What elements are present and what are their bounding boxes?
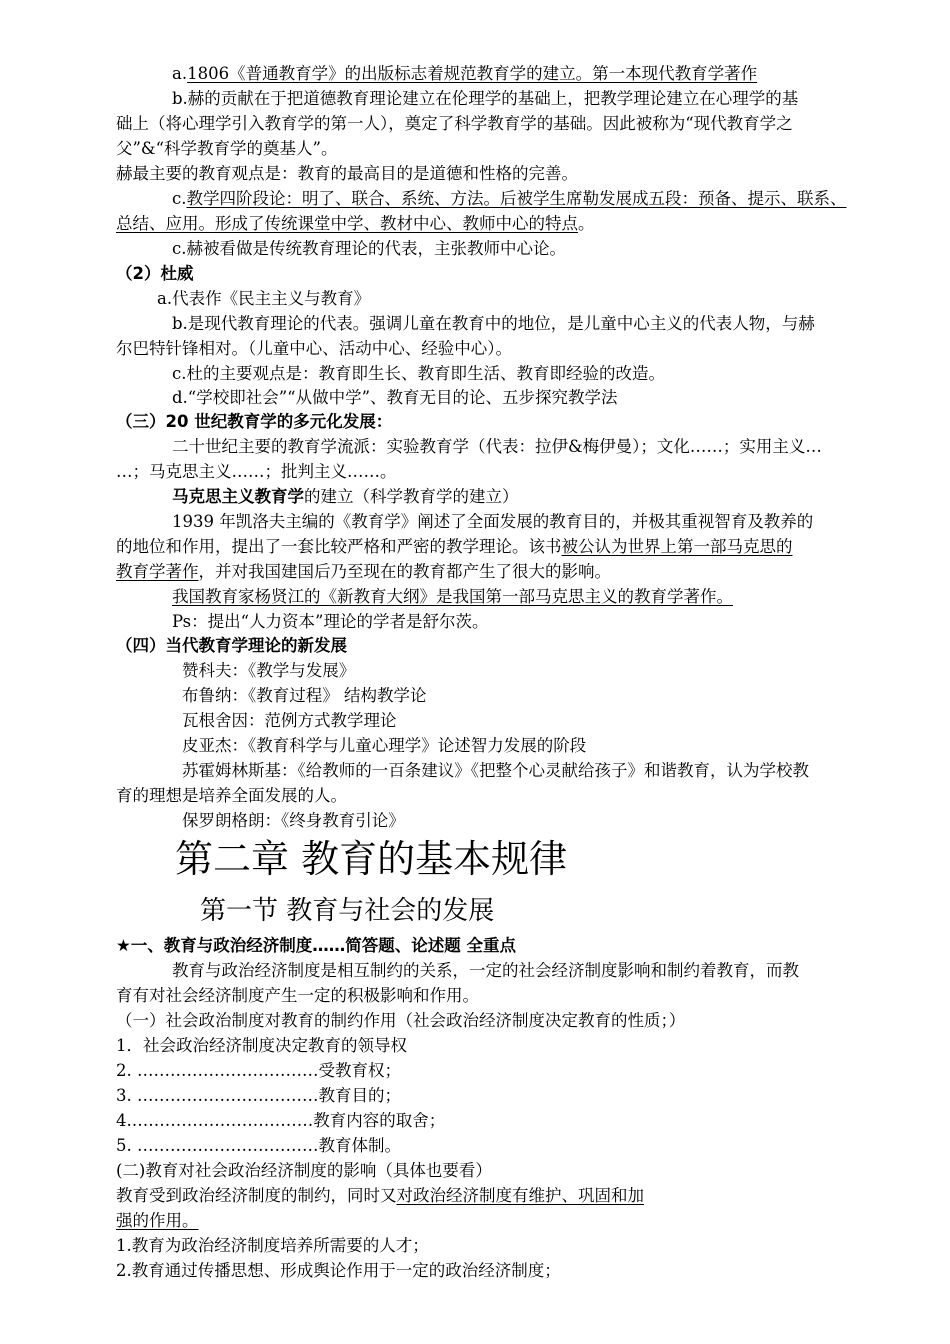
text-line [172,187,847,211]
subsection-heading: （四）当代教育学理论的新发展 [116,636,347,655]
text-line: 1．社会政治经济制度决定教育的领导权 [116,1036,407,1055]
underlined-text: 教学四阶段论：明了、联合、系统、方法。后被学生席勒发展成五段：预备、提示、联系、 [186,189,847,208]
text-span: 的地位和作用，提出了一套比较严格和严密的教学理论。该书 [116,537,562,556]
text-span: c. [172,189,187,208]
text-line: 皮亚杰：《教育科学与儿童心理学》论述智力发展的阶段 [182,736,587,755]
text-line: 父”&“科学教育学的奠基人”。 [116,139,338,158]
text-line [116,560,611,584]
text-line: 育的理想是培养全面发展的人。 [116,786,347,805]
text-line: 瓦根舍因：范例方式教学理论 [182,711,397,730]
text-line [172,585,733,609]
text-line: 4.……………………………教育内容的取舍； [116,1111,446,1130]
text-line: 育有对社会经济制度产生一定的积极影响和作用。 [116,986,479,1005]
text-line: 二十世纪主要的教育学流派：实验教育学（代表：拉伊&梅伊曼）；文化……；实用主义… [172,437,822,456]
heading-line: ★一、教育与政治经济制度……简答题、论述题 全重点 [116,936,517,955]
text-span: 的建立（科学教育学的建立） [304,487,519,506]
text-line: （一）社会政治制度对教育的制约作用（社会政治经济制度决定教育的性质；） [116,1011,686,1030]
text-line: 3. ……………………………教育目的； [116,1086,401,1105]
text-line: c.赫被看做是传统教育理论的代表，主张教师中心论。 [172,239,566,258]
underlined-text: 对政治经济制度有维护、巩固和加 [396,1186,644,1205]
subsection-heading: （三）20 世纪教育学的多元化发展： [116,412,393,431]
text-line: 布鲁纳：《教育过程》 结构教学论 [182,686,427,705]
underlined-text: 强的作用。 [116,1211,199,1230]
bold-text: 马克思主义教育学 [172,487,304,506]
text-line: 赫最主要的教育观点是：教育的最高目的是道德和性格的完善。 [116,164,578,183]
text-span: 教育受到政治经济制度的制约，同时又 [116,1186,397,1205]
text-line: 苏霍姆林斯基：《给教师的一百条建议》《把整个心灵献给孩子》和谐教育，认为学校教 [182,761,809,780]
underlined-text: 教育学著作 [116,562,199,581]
text-line: (二)教育对社会政治经济制度的影响（具体也要看） [116,1161,492,1180]
underlined-text: 1806《普通教育学》的出版标志着规范教育学的建立。第一本现代教育学著作 [187,64,758,83]
text-line: …；马克思主义……；批判主义……。 [116,462,397,481]
text-line [116,1209,199,1233]
text-line: 础上（将心理学引入教育学的第一人），奠定了科学教育学的基础。因此被称为“现代教育学之 [116,114,793,133]
text-line: 尔巴特针锋相对。（儿童中心、活动中心、经验中心）。 [116,339,512,358]
section-title: 第一节 教育与社会的发展 [200,896,495,926]
text-line [116,1184,644,1208]
text-line: 赞科夫：《教学与发展》 [182,661,356,680]
text-line: c.杜的主要观点是：教育即生长、教育即生活、教育即经验的改造。 [172,364,665,383]
text-line: b.赫的贡献在于把道德教育理论建立在伦理学的基础上，把教学理论建立在心理学的基 [172,89,799,108]
text-line: 2. ……………………………受教育权； [116,1061,401,1080]
underlined-text: 我国教育家杨贤江的《新教育大纲》是我国第一部马克思主义的教育学著作。 [172,587,733,606]
text-span: ，并对我国建国后乃至现在的教育都产生了很大的影响。 [198,562,611,581]
subsection-heading: （2）杜威 [116,264,194,283]
text-span: 。 [578,214,595,233]
text-line [172,62,757,86]
chapter-title: 第二章 教育的基本规律 [175,837,568,881]
underlined-text: 总结、应用。形成了传统课堂中学、教材中心、教师中心的特点 [116,214,578,233]
text-line: 2.教育通过传播思想、形成舆论作用于一定的政治经济制度； [116,1261,561,1280]
text-line: 1.教育为政治经济制度培养所需要的人才； [116,1236,429,1255]
text-line: 教育与政治经济制度是相互制约的关系，一定的社会经济制度影响和制约着教育，而教 [172,961,799,980]
text-line: 1939 年凯洛夫主编的《教育学》阐述了全面发展的教育目的，并极其重视智育及教养的 [172,512,814,531]
text-line: a.代表作《民主主义与教育》 [157,289,371,308]
text-line: 保罗朗格朗：《终身教育引论》 [182,811,405,830]
text-line: 5. ……………………………教育体制。 [116,1136,401,1155]
text-line [116,535,793,559]
text-line [116,212,595,236]
underlined-text: 被公认为世界上第一部马克思的 [561,537,793,556]
text-span: a. [172,64,188,83]
text-line: d.“学校即社会”“从做中学”、教育无目的论、五步探究教学法 [172,388,618,407]
text-line: b.是现代教育理论的代表。强调儿童在教育中的地位，是儿童中心主义的代表人物，与赫 [172,314,815,333]
text-line: Ps：提出“人力资本”理论的学者是舒尔茨。 [172,612,489,631]
text-line [172,485,519,509]
